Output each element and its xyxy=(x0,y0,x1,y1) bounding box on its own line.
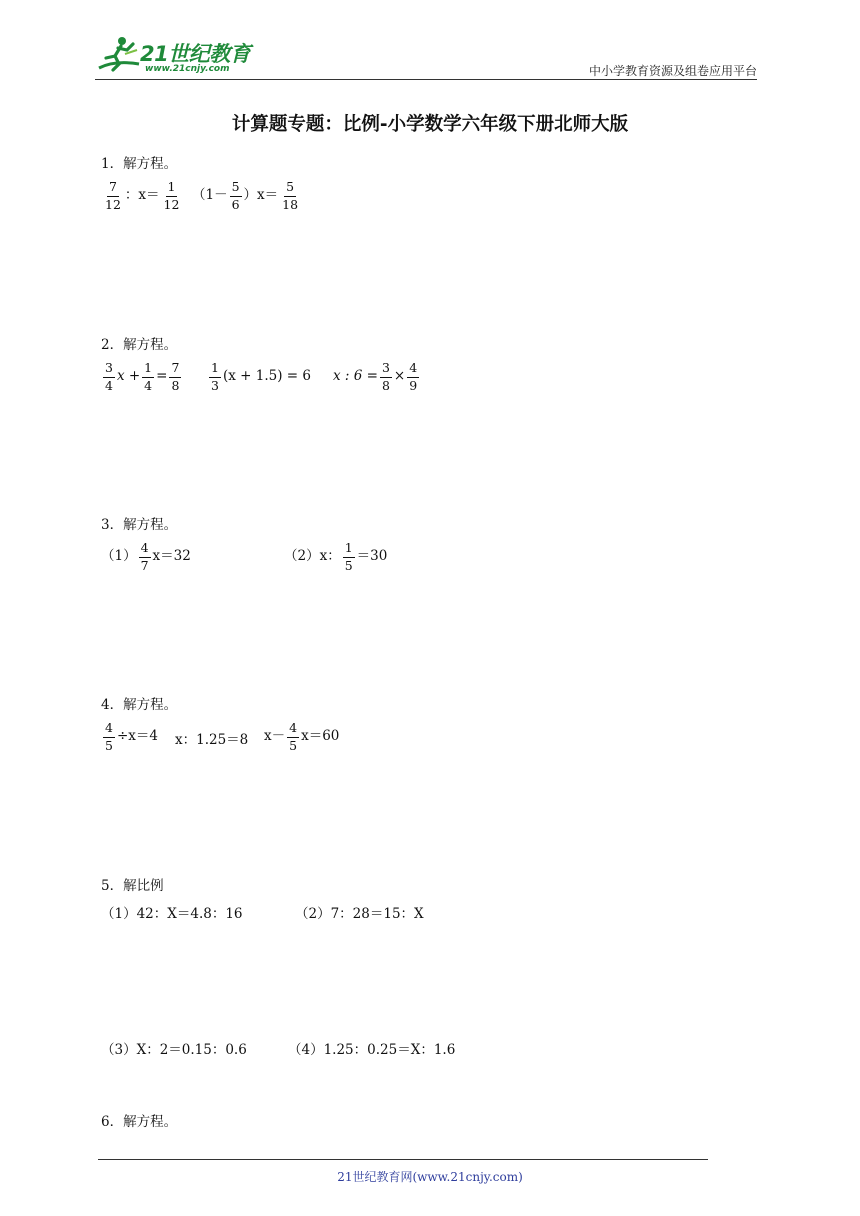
fraction: $\frac{4}{9}$ xyxy=(409,360,418,393)
fraction: $\frac{1}{3}$ xyxy=(211,360,219,393)
question-4-title: 4．解方程。 xyxy=(101,697,178,713)
q5-equation-4: （4）1.25：0.25＝X：1.6 xyxy=(288,1042,456,1058)
question-3-title: 3．解方程。 xyxy=(101,517,178,533)
q3-equation-1: （1） $\frac{4}{7}$ x＝32 xyxy=(101,540,191,573)
fraction: $\frac{7}{8}$ xyxy=(171,360,180,393)
fraction: $\frac{4}{5}$ xyxy=(289,720,298,753)
question-1-title: 1．解方程。 xyxy=(101,156,178,172)
fraction: $\frac{5}{6}$ xyxy=(231,179,240,212)
question-6-title: 6．解方程。 xyxy=(101,1114,178,1130)
fraction: $\frac{4}{7}$ xyxy=(140,540,149,573)
runner-icon xyxy=(95,34,143,76)
logo-url: www.21cnjy.com xyxy=(145,64,230,74)
header-tagline: 中小学教育资源及组卷应用平台 xyxy=(588,64,757,78)
q4-equation-3: x－ $\frac{4}{5}$ x＝60 xyxy=(264,720,340,753)
site-logo xyxy=(95,34,260,79)
logo-text: 21世纪教育 xyxy=(140,42,251,66)
q2-equation-2: $\frac{1}{3}$ (x + 1.5) = 6 xyxy=(211,360,311,393)
q1-equation-1: $\frac{7}{12}$ ：x＝ $\frac{1}{12}$ xyxy=(105,179,180,212)
fraction: $\frac{1}{5}$ xyxy=(344,540,353,573)
header-divider xyxy=(95,79,757,80)
question-5-title: 5．解比例 xyxy=(101,878,164,894)
fraction: $\frac{3}{4}$ xyxy=(105,360,113,393)
footer-divider xyxy=(98,1159,708,1160)
fraction: $\frac{5}{18}$ xyxy=(282,179,299,212)
q2-equation-3: x : 6 = $\frac{3}{8}$ × $\frac{4}{9}$ xyxy=(333,360,418,393)
fraction: $\frac{4}{5}$ xyxy=(105,720,113,753)
q5-equation-3: （3）X：2＝0.15：0.6 xyxy=(101,1042,247,1058)
q5-equation-1: （1）42：X＝4.8：16 xyxy=(101,906,243,922)
fraction: $\frac{7}{12}$ xyxy=(105,179,121,212)
fraction: $\frac{1}{12}$ xyxy=(163,179,180,212)
fraction: $\frac{1}{4}$ xyxy=(144,360,153,393)
q4-equation-1: $\frac{4}{5}$ ÷x＝4 xyxy=(105,720,158,753)
fraction: $\frac{3}{8}$ xyxy=(381,360,390,393)
q1-equation-2: （1－ $\frac{5}{6}$ ）x＝ $\frac{5}{18}$ xyxy=(192,179,299,212)
footer-text: 21世纪教育网(www.21cnjy.com) xyxy=(337,1170,523,1184)
q4-equation-2: x：1.25＝8 xyxy=(175,732,249,748)
q2-equation-1: $\frac{3}{4}$ x + $\frac{1}{4}$ = $\frac{7}{8}$ xyxy=(105,360,180,393)
q5-equation-2: （2）7：28＝15：X xyxy=(295,906,424,922)
question-2-title: 2．解方程。 xyxy=(101,337,178,353)
page-title: 计算题专题：比例-小学数学六年级下册北师大版 xyxy=(231,114,629,135)
q3-equation-2: （2）x： $\frac{1}{5}$ ＝30 xyxy=(284,540,388,573)
